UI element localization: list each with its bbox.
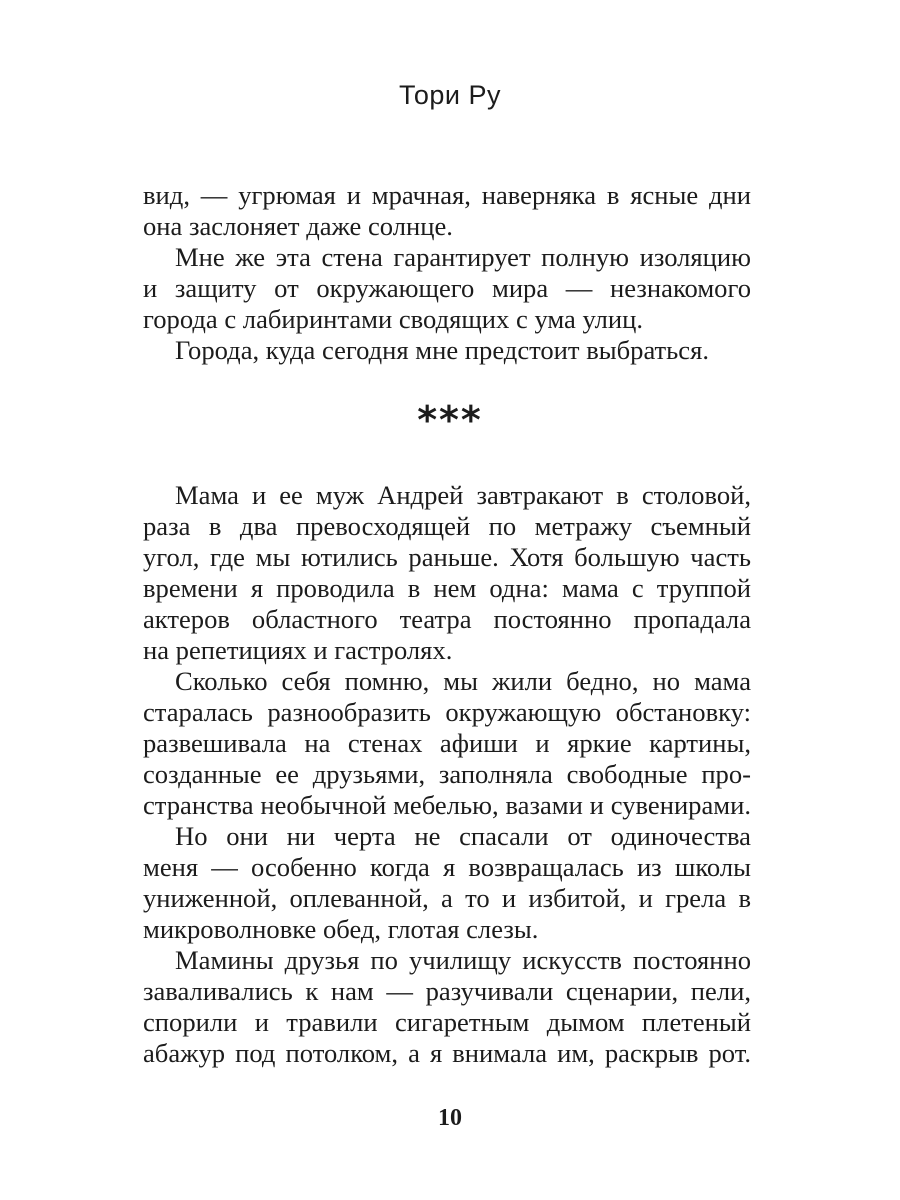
text-line: заваливались к нам — разучивали сценарии, пели, — [143, 976, 751, 1006]
text-line: она заслоняет даже солнце. — [143, 211, 453, 241]
text-line: Сколько себя помню, мы жили бедно, но мама — [175, 666, 751, 696]
page-number: 10 — [438, 1105, 462, 1131]
text-section-1 — [143, 180, 751, 366]
text-section-2 — [143, 480, 751, 1069]
text-line: микроволновке обед, глотая слезы. — [143, 914, 539, 944]
text-line: Города, куда сегодня мне предстоит выбраться. — [175, 335, 709, 365]
text-line: на репетициях и гастролях. — [143, 635, 453, 665]
text-line: старалась разнообразить окружающую обстановку: — [143, 697, 751, 727]
text-line: странства необычной мебелью, вазами и сувенирами. — [143, 790, 751, 820]
text-line: Но они ни черта не спасали от одиночества — [175, 821, 751, 851]
text-line: вид, — угрюмая и мрачная, наверняка в ясные дни — [143, 180, 751, 210]
text-line: времени я проводила в нем одна: мама с труппой — [143, 573, 751, 603]
text-line: угол, где мы ютились раньше. Хотя большую часть — [143, 542, 751, 572]
text-line: актеров областного театра постоянно пропадала — [143, 604, 751, 634]
text-line: Мамины друзья по училищу искусств постоянно — [175, 945, 751, 975]
section-separator: *** — [417, 398, 483, 442]
text-line: меня — особенно когда я возвращалась из школы — [143, 852, 751, 882]
text-line: развешивала на стенах афиши и яркие картины, — [143, 728, 751, 758]
text-line: спорили и травили сигаретным дымом плетеный — [143, 1007, 751, 1037]
text-line: и защиту от окружающего мира — незнакомого — [143, 273, 751, 303]
text-line: города с лабиринтами сводящих с ума улиц. — [143, 304, 643, 334]
text-line: униженной, оплеванной, а то и избитой, и грела в — [143, 883, 751, 913]
text-line: Мне же эта стена гарантирует полную изоляцию — [175, 242, 751, 272]
text-line: раза в два превосходящей по метражу съемный — [143, 511, 751, 541]
text-line: Мама и ее муж Андрей завтракают в столовой, — [175, 480, 751, 510]
text-line: абажур под потолком, а я внимала им, раскрыв рот. — [143, 1038, 751, 1068]
text-line: созданные ее друзьями, заполняла свободные про- — [143, 759, 751, 789]
running-header-author: Тори Ру — [398, 80, 501, 110]
